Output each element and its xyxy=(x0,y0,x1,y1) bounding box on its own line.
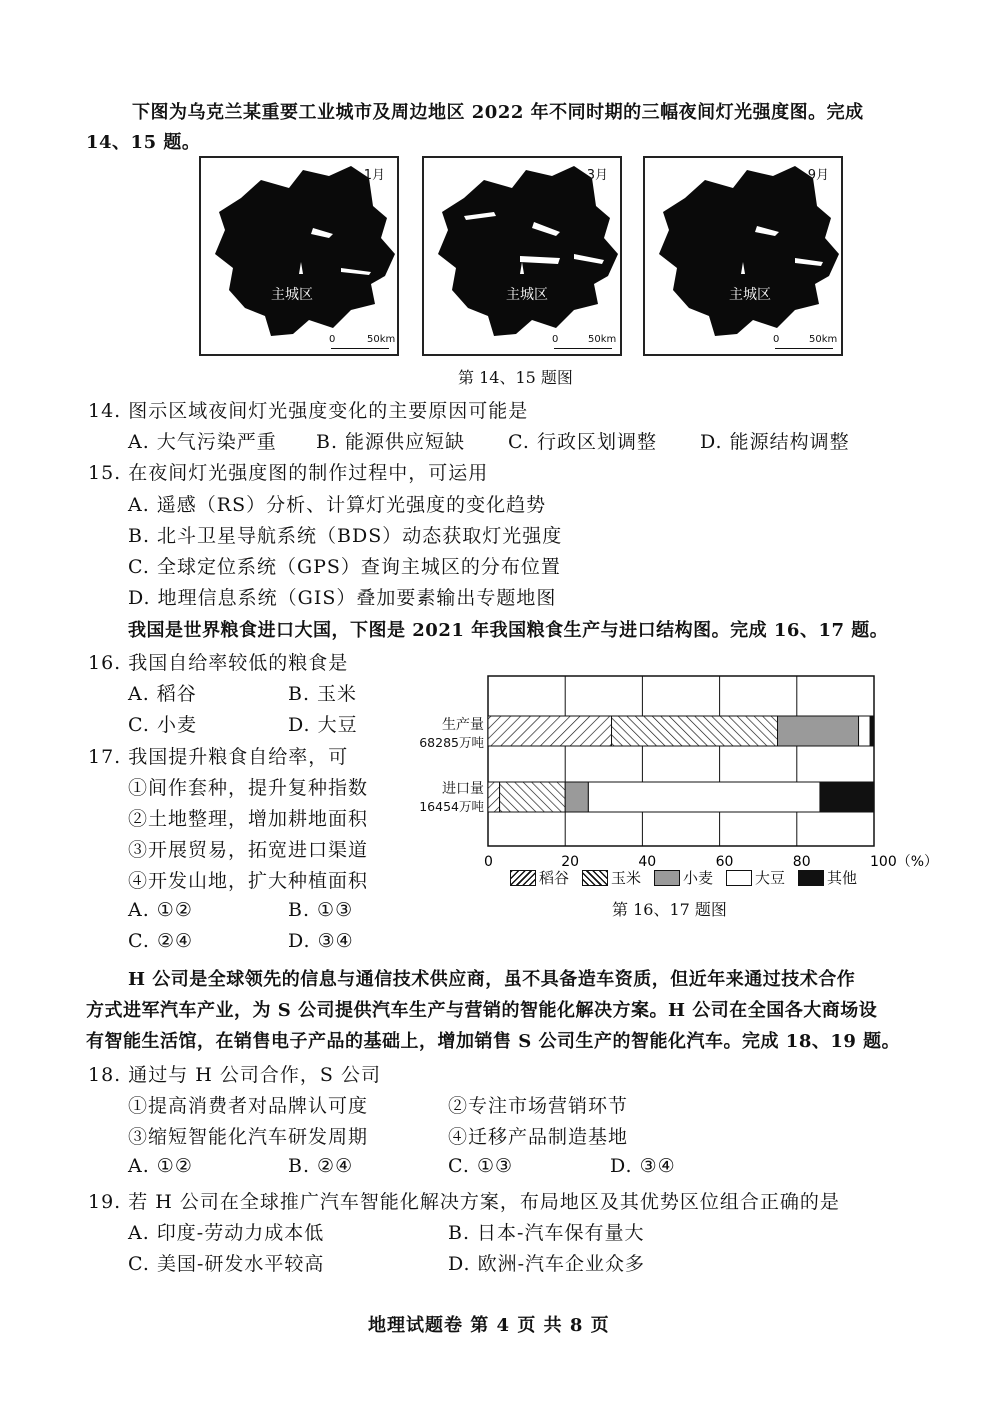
q18-item-1: ①提高消费者对品牌认可度 xyxy=(128,1095,369,1117)
q19-option-b: B. 日本-汽车保有量大 xyxy=(448,1222,645,1244)
q16-option-d: D. 大豆 xyxy=(288,714,358,736)
legend-label: 小麦 xyxy=(683,869,714,887)
legend-label: 大豆 xyxy=(755,869,786,887)
legend-label: 稻谷 xyxy=(539,869,570,887)
q18-item-2: ②专注市场营销环节 xyxy=(448,1095,629,1117)
legend-item-soybean xyxy=(726,867,785,888)
scale-bar xyxy=(331,348,389,349)
q19-option-a: A. 印度-劳动力成本低 xyxy=(128,1222,325,1244)
q19-option-c: C. 美国-研发水平较高 xyxy=(128,1253,325,1275)
bar-segment xyxy=(612,716,778,746)
category-name: 生产量 xyxy=(442,717,484,733)
intro-16-17: 我国是世界粮食进口大国，下图是 2021 年我国粮食生产与进口结构图。完成 16、17 题。 xyxy=(128,620,889,641)
intro-18-19-line2: 方式进军汽车产业，为 S 公司提供汽车生产与营销的智能化解决方案。H 公司在全国各大商场设 xyxy=(86,1000,878,1021)
bar-segment xyxy=(565,782,588,812)
legend-item-wheat xyxy=(654,867,713,888)
q19-option-d: D. 欧洲-汽车企业众多 xyxy=(448,1253,646,1275)
q15-option-a: A. 遥感（RS）分析、计算灯光强度的变化趋势 xyxy=(128,494,547,516)
q14-option-c: C. 行政区划调整 xyxy=(508,431,657,453)
scale-distance: 50km xyxy=(588,334,617,345)
q15-stem: 15. 在夜间灯光强度图的制作过程中，可运用 xyxy=(88,462,489,484)
map-month-label: 9月 xyxy=(807,168,829,183)
legend-swatch xyxy=(798,870,824,886)
q18-option-d: D. ③④ xyxy=(610,1155,676,1177)
scale-zero: 0 xyxy=(329,334,336,345)
intro-18-19-line3: 有智能生活馆，在销售电子产品的基础上，增加销售 S 公司生产的智能化汽车。完成 18、19 题。 xyxy=(86,1031,901,1052)
q14-stem: 14. 图示区域夜间灯光强度变化的主要原因可能是 xyxy=(88,400,529,422)
intro-14-15-line1: 下图为乌克兰某重要工业城市及周边地区 2022 年不同时期的三幅夜间灯光强度图。完成 xyxy=(132,102,864,123)
scale-zero: 0 xyxy=(552,334,559,345)
legend-swatch xyxy=(726,870,752,886)
category-name: 进口量 xyxy=(442,781,484,797)
q18-option-c: C. ①③ xyxy=(448,1155,514,1177)
legend-item-other xyxy=(798,867,857,888)
bar-segment xyxy=(488,716,612,746)
q14-option-a: A. 大气污染严重 xyxy=(128,431,277,453)
bar-segment xyxy=(500,782,566,812)
map-month-label: 1月 xyxy=(363,168,385,183)
legend-label: 其他 xyxy=(827,869,858,887)
q15-option-d: D. 地理信息系统（GIS）叠加要素输出专题地图 xyxy=(128,587,557,609)
legend-item-rice xyxy=(510,867,569,888)
q17-item-1: ①间作套种，提升复种指数 xyxy=(128,777,369,799)
legend-item-corn xyxy=(582,867,641,888)
map-caption: 第 14、15 题图 xyxy=(458,368,573,387)
q14-option-d: D. 能源结构调整 xyxy=(700,431,850,453)
q17-option-c: C. ②④ xyxy=(128,930,194,952)
q18-item-4: ④迁移产品制造基地 xyxy=(448,1126,629,1148)
q17-option-a: A. ①② xyxy=(128,899,193,921)
plot-frame xyxy=(488,676,874,846)
q16-option-c: C. 小麦 xyxy=(128,714,197,736)
q16-option-a: A. 稻谷 xyxy=(128,683,197,705)
q18-item-3: ③缩短智能化汽车研发周期 xyxy=(128,1126,369,1148)
intro-18-19-line1: H 公司是全球领先的信息与通信技术供应商，虽不具备造车资质，但近年来通过技术合作 xyxy=(128,969,856,990)
q18-stem: 18. 通过与 H 公司合作，S 公司 xyxy=(88,1064,381,1086)
q18-option-a: A. ①② xyxy=(128,1155,193,1177)
q17-option-d: D. ③④ xyxy=(288,930,354,952)
q17-item-2: ②土地整理，增加耕地面积 xyxy=(128,808,369,830)
chart-caption: 第 16、17 题图 xyxy=(612,900,727,919)
legend-swatch xyxy=(654,870,680,886)
x-tick-label: 0 xyxy=(484,854,493,870)
night-light-map-mar xyxy=(422,156,622,356)
x-tick-label: 40 xyxy=(638,854,657,870)
scale-zero: 0 xyxy=(773,334,780,345)
page-footer: 地理试题卷 第 4 页 共 8 页 xyxy=(368,1315,610,1336)
night-light-map-sep xyxy=(643,156,843,356)
q17-item-3: ③开展贸易，拓宽进口渠道 xyxy=(128,839,369,861)
q15-option-c: C. 全球定位系统（GPS）查询主城区的分布位置 xyxy=(128,556,561,578)
category-note: 16454万吨 xyxy=(419,799,484,814)
scale-bar xyxy=(554,348,612,349)
bar-segment xyxy=(588,782,820,812)
map-region-shape xyxy=(424,158,620,354)
legend-swatch xyxy=(582,870,608,886)
x-tick-label: 80 xyxy=(792,854,811,870)
map-month-label: 3月 xyxy=(586,168,608,183)
map-region-shape xyxy=(645,158,841,354)
q15-option-b: B. 北斗卫星导航系统（BDS）动态获取灯光强度 xyxy=(128,525,563,547)
x-tick-label: 60 xyxy=(715,854,734,870)
city-label: 主城区 xyxy=(271,287,313,303)
city-label: 主城区 xyxy=(729,287,771,303)
bar-segment xyxy=(870,716,874,746)
q17-option-b: B. ①③ xyxy=(288,899,354,921)
q17-item-4: ④开发山地，扩大种植面积 xyxy=(128,870,369,892)
scale-bar xyxy=(775,348,833,349)
q16-option-b: B. 玉米 xyxy=(288,683,358,705)
city-label: 主城区 xyxy=(506,287,548,303)
q18-option-b: B. ②④ xyxy=(288,1155,354,1177)
map-region-shape xyxy=(201,158,397,354)
intro-14-15-line2: 14、15 题。 xyxy=(86,132,201,153)
category-label-production xyxy=(400,716,484,752)
bar-segment xyxy=(859,716,871,746)
q17-stem: 17. 我国提升粮食自给率，可 xyxy=(88,746,349,768)
bar-segment xyxy=(820,782,874,812)
category-note: 68285万吨 xyxy=(419,735,484,750)
legend-label: 玉米 xyxy=(611,869,642,887)
bar-segment xyxy=(778,716,859,746)
bar-segment xyxy=(488,782,500,812)
q16-stem: 16. 我国自给率较低的粮食是 xyxy=(88,652,349,674)
category-label-import xyxy=(400,780,484,816)
scale-distance: 50km xyxy=(367,334,396,345)
legend-swatch xyxy=(510,870,536,886)
x-tick-label: 20 xyxy=(561,854,580,870)
night-light-map-jan xyxy=(199,156,399,356)
q19-stem: 19. 若 H 公司在全球推广汽车智能化解决方案，布局地区及其优势区位组合正确的是 xyxy=(88,1191,840,1213)
x-tick-label: 100（%） xyxy=(870,854,939,870)
scale-distance: 50km xyxy=(809,334,838,345)
q14-option-b: B. 能源供应短缺 xyxy=(316,431,466,453)
